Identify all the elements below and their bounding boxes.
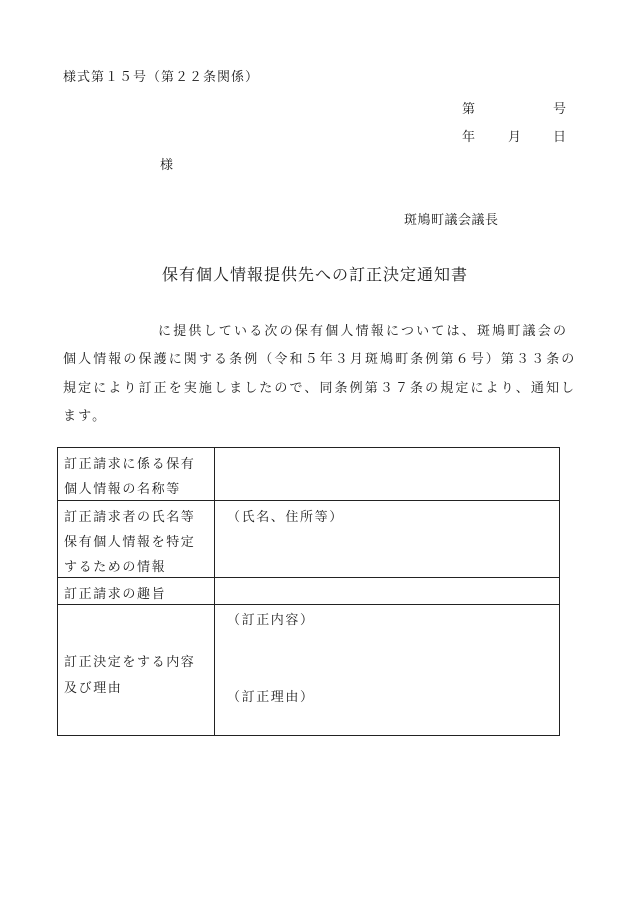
label-requester-line-3: するための情報 xyxy=(64,560,167,575)
label-requester-line-1: 訂正請求者の氏名等 xyxy=(64,510,196,525)
table-row-info-name xyxy=(58,448,559,501)
label-cell xyxy=(58,501,215,577)
value-correction-content: （訂正内容） xyxy=(227,613,315,628)
value-correction-reason: （訂正理由） xyxy=(227,690,315,705)
table-row-request-purpose xyxy=(58,578,559,605)
label-cell xyxy=(58,448,215,500)
issuer-name: 斑鳩町議会議長 xyxy=(404,213,499,228)
value-cell-requester xyxy=(215,501,559,577)
value-name-address-hint: （氏名、住所等） xyxy=(227,510,344,525)
label-decision-line-2: 及び理由 xyxy=(64,681,123,696)
body-text-line-2: 個人情報の保護に関する条例（令和５年３月斑鳩町条例第６号）第３３条の xyxy=(63,352,577,367)
label-info-name-line-2: 個人情報の名称等 xyxy=(64,482,181,497)
body-text-line-3: 規定により訂正を実施しましたので、同条例第３７条の規定により、通知し xyxy=(63,381,577,396)
value-cell-request-purpose xyxy=(215,578,559,604)
label-cell xyxy=(58,578,215,604)
document-number-prefix: 第 xyxy=(462,102,476,117)
notification-table xyxy=(57,447,560,736)
body-text-line-1: に提供している次の保有個人情報については、斑鳩町議会の xyxy=(158,324,569,339)
label-decision-line-1: 訂正決定をする内容 xyxy=(64,655,196,670)
date-day-label: 日 xyxy=(553,130,567,145)
label-info-name-line-1: 訂正請求に係る保有 xyxy=(64,457,196,472)
date-month-label: 月 xyxy=(508,130,522,145)
table-row-decision xyxy=(58,605,559,735)
document-number-suffix: 号 xyxy=(553,102,567,117)
label-cell xyxy=(58,605,215,735)
label-requester-line-2: 保有個人情報を特定 xyxy=(64,535,196,550)
body-text-line-4: ます。 xyxy=(63,409,108,424)
value-cell-decision xyxy=(215,605,559,735)
document-title: 保有個人情報提供先への訂正決定通知書 xyxy=(161,265,468,284)
label-request-purpose: 訂正請求の趣旨 xyxy=(64,587,167,602)
table-row-requester xyxy=(58,501,559,578)
form-number: 様式第１５号（第２２条関係） xyxy=(63,70,260,85)
date-year-label: 年 xyxy=(462,130,476,145)
value-cell-info-name xyxy=(215,448,559,500)
addressee-honorific: 様 xyxy=(160,158,174,173)
